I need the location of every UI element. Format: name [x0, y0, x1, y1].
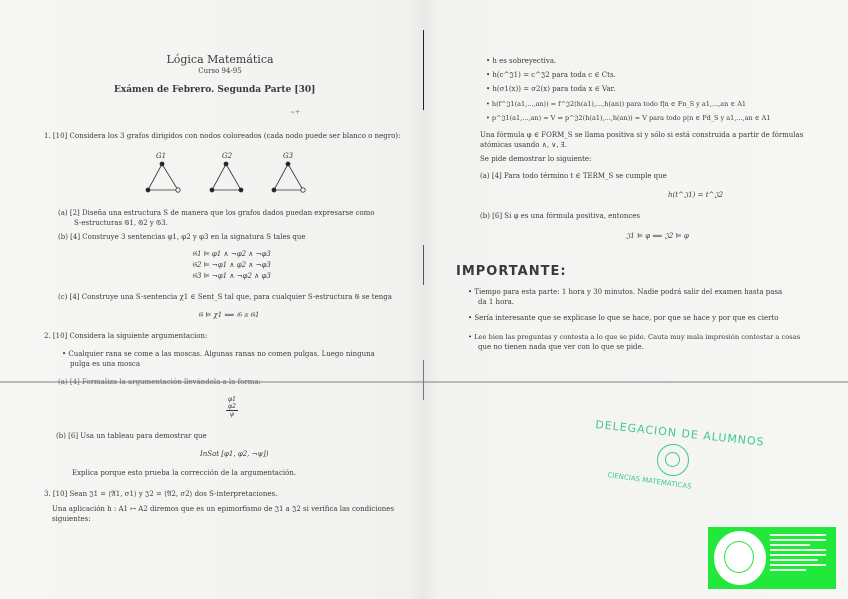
- fraction-premise-1: φ1: [227, 396, 237, 403]
- important-explain: • Sería interesante que se explicase lo que se hace, por que se hace y por que es cierto: [468, 314, 779, 322]
- fold-line-vertical: [423, 30, 424, 110]
- sentence-1: 𝔊1 ⊨ φ1 ∧ ¬φ2 ∧ ¬φ3: [192, 250, 271, 258]
- stamp-bottom-text: CIENCIAS MATEMATICAS: [606, 471, 692, 491]
- graph-3: [272, 162, 305, 192]
- exam-title: Lógica Matemática: [166, 53, 274, 66]
- question-2b: (b) [6] Usa un tableau para demostrar que: [56, 432, 207, 440]
- positive-definition: Una fórmula φ ∈ FORM_S se llama positiva si y sólo si está construida a partir de fórmulas: [480, 131, 804, 139]
- question-2: 2. [10] Considera la siguiente argumentacion:: [44, 332, 208, 340]
- exam-heading: Exámen de Febrero. Segunda Parte [30]: [114, 85, 316, 95]
- fold-line-vertical-mid: [423, 245, 424, 285]
- question-3: 3. [10] Sean 𝔍1 = ⟨𝔄1, σ1⟩ y 𝔍2 = ⟨𝔄2, σ2⟩ dos S-interpretaciones.: [44, 490, 278, 498]
- important-heading: IMPORTANTE:: [456, 264, 567, 279]
- important-time: • Tiempo para esta parte: 1 hora y 30 minutos. Nadie podrá salir del examen hasta pasa: [468, 288, 783, 296]
- question-1: 1. [10] Considera los 3 grafos dirigidos con nodos coloreados (cada nodo puede ser blanco o negro):: [44, 132, 401, 140]
- green-delegation-badge: [708, 527, 836, 589]
- condition-2: • h(c^𝔍1) = c^𝔍2 para toda c ∈ Cts.: [486, 71, 616, 79]
- condition-3: • h(σ1(x)) = σ2(x) para toda x ∈ Var.: [486, 85, 616, 93]
- stamp-top-text: DELEGACION DE ALUMNOS: [594, 418, 766, 449]
- graph-label-2: G2: [222, 152, 233, 160]
- graph-2: [210, 162, 243, 192]
- prove-intro: Se pide demostrar lo siguiente:: [480, 155, 592, 163]
- stamp-seal-icon: [657, 444, 689, 476]
- question-3-definition-cont: siguientes:: [52, 515, 91, 523]
- course-year: Curso 94-95: [198, 67, 242, 75]
- pen-mark: ~+: [290, 109, 301, 116]
- fold-line-vertical-low: [423, 360, 424, 400]
- graph-label-3: G3: [283, 152, 294, 160]
- question-1c: (c) [4] Construye una S-sentencia χ1 ∈ Sent_S tal que, para cualquier S-estructura 𝔊 se tenga: [58, 293, 392, 301]
- important-time-cont: da 1 hora.: [478, 298, 515, 306]
- prove-a-formula: h(t^𝔍1) = t^𝔍2: [668, 191, 724, 199]
- sentence-2: 𝔊2 ⊨ ¬φ1 ∧ φ2 ∧ ¬φ3: [192, 261, 271, 269]
- important-read-cont: que no tienen nada que ver con lo que se pide.: [478, 343, 644, 351]
- badge-seal-icon: [714, 531, 766, 585]
- colored-graphs: [140, 148, 310, 198]
- question-3-definition: Una aplicación h : A1 ↦ A2 diremos que es un epimorfismo de 𝔍1 a 𝔍2 si verifica las condiciones: [52, 505, 394, 513]
- question-1a-cont: S-estructuras 𝔊1, 𝔊2 y 𝔊3.: [74, 219, 168, 227]
- prove-b-formula: 𝔍1 ⊨ φ ⟹ 𝔍2 ⊨ φ: [626, 232, 689, 240]
- fraction-conclusion: ψ: [229, 411, 235, 418]
- question-1c-formula: 𝔊 ⊨ χ1 ⟺ 𝔊 ≅ 𝔊1: [198, 311, 260, 319]
- graph-1: [146, 162, 180, 192]
- question-2-bullet-cont: pulga es una mosca: [70, 360, 141, 368]
- question-1a: (a) [2] Diseña una estructura S de manera que los grafos dados puedan expresarse como: [58, 209, 375, 217]
- graph-label-1: G1: [156, 152, 167, 160]
- badge-text-lines: [770, 531, 832, 574]
- question-2b-formula: InSat [φ1, φ2, ¬ψ]): [200, 450, 269, 458]
- important-read: • Lee bien las preguntas y contesta a lo que se pide. Cauta muy mala impresión contestar a cosas: [468, 333, 801, 341]
- fraction-premise-2: φ2: [227, 403, 237, 410]
- question-2-bullet: • Cualquier rana se come a las moscas. Algunas ranas no comen pulgas. Luego ninguna: [62, 350, 375, 358]
- question-1b: (b) [4] Construye 3 sentencias φ1, φ2 y φ3 en la signatura S tales que: [58, 233, 306, 241]
- condition-5: • p^𝔍1(a1,...,an) = V ⇒ p^𝔍2(h(a1),...,h(an)) = V para todo p|n ∈ Pd_S y a1,...,an ∈ A1: [486, 114, 771, 122]
- prove-b: (b) [6] Si φ es una fórmula positiva, entonces: [480, 212, 641, 220]
- positive-definition-cont: atómicas usando ∧, ∨, ∃.: [480, 141, 567, 149]
- condition-1: • h es sobreyectiva.: [486, 57, 557, 65]
- sentence-3: 𝔊3 ⊨ ¬φ1 ∧ ¬φ2 ∧ φ3: [192, 272, 271, 280]
- condition-4: • h(f^𝔍1(a1,...,an)) = f^𝔍2(h(a1),...,h(an)) para todo f|n ∈ Fn_S y a1,...,an ∈ A1: [486, 100, 747, 108]
- question-2a: (a) [4] Formaliza la argumentación llevándola a la forma:: [58, 378, 261, 386]
- prove-a: (a) [4] Para todo término t ∈ TERM_S se cumple que: [480, 172, 667, 180]
- question-2b-explain: Explica porque esto prueba la corrección de la argumentación.: [72, 469, 297, 477]
